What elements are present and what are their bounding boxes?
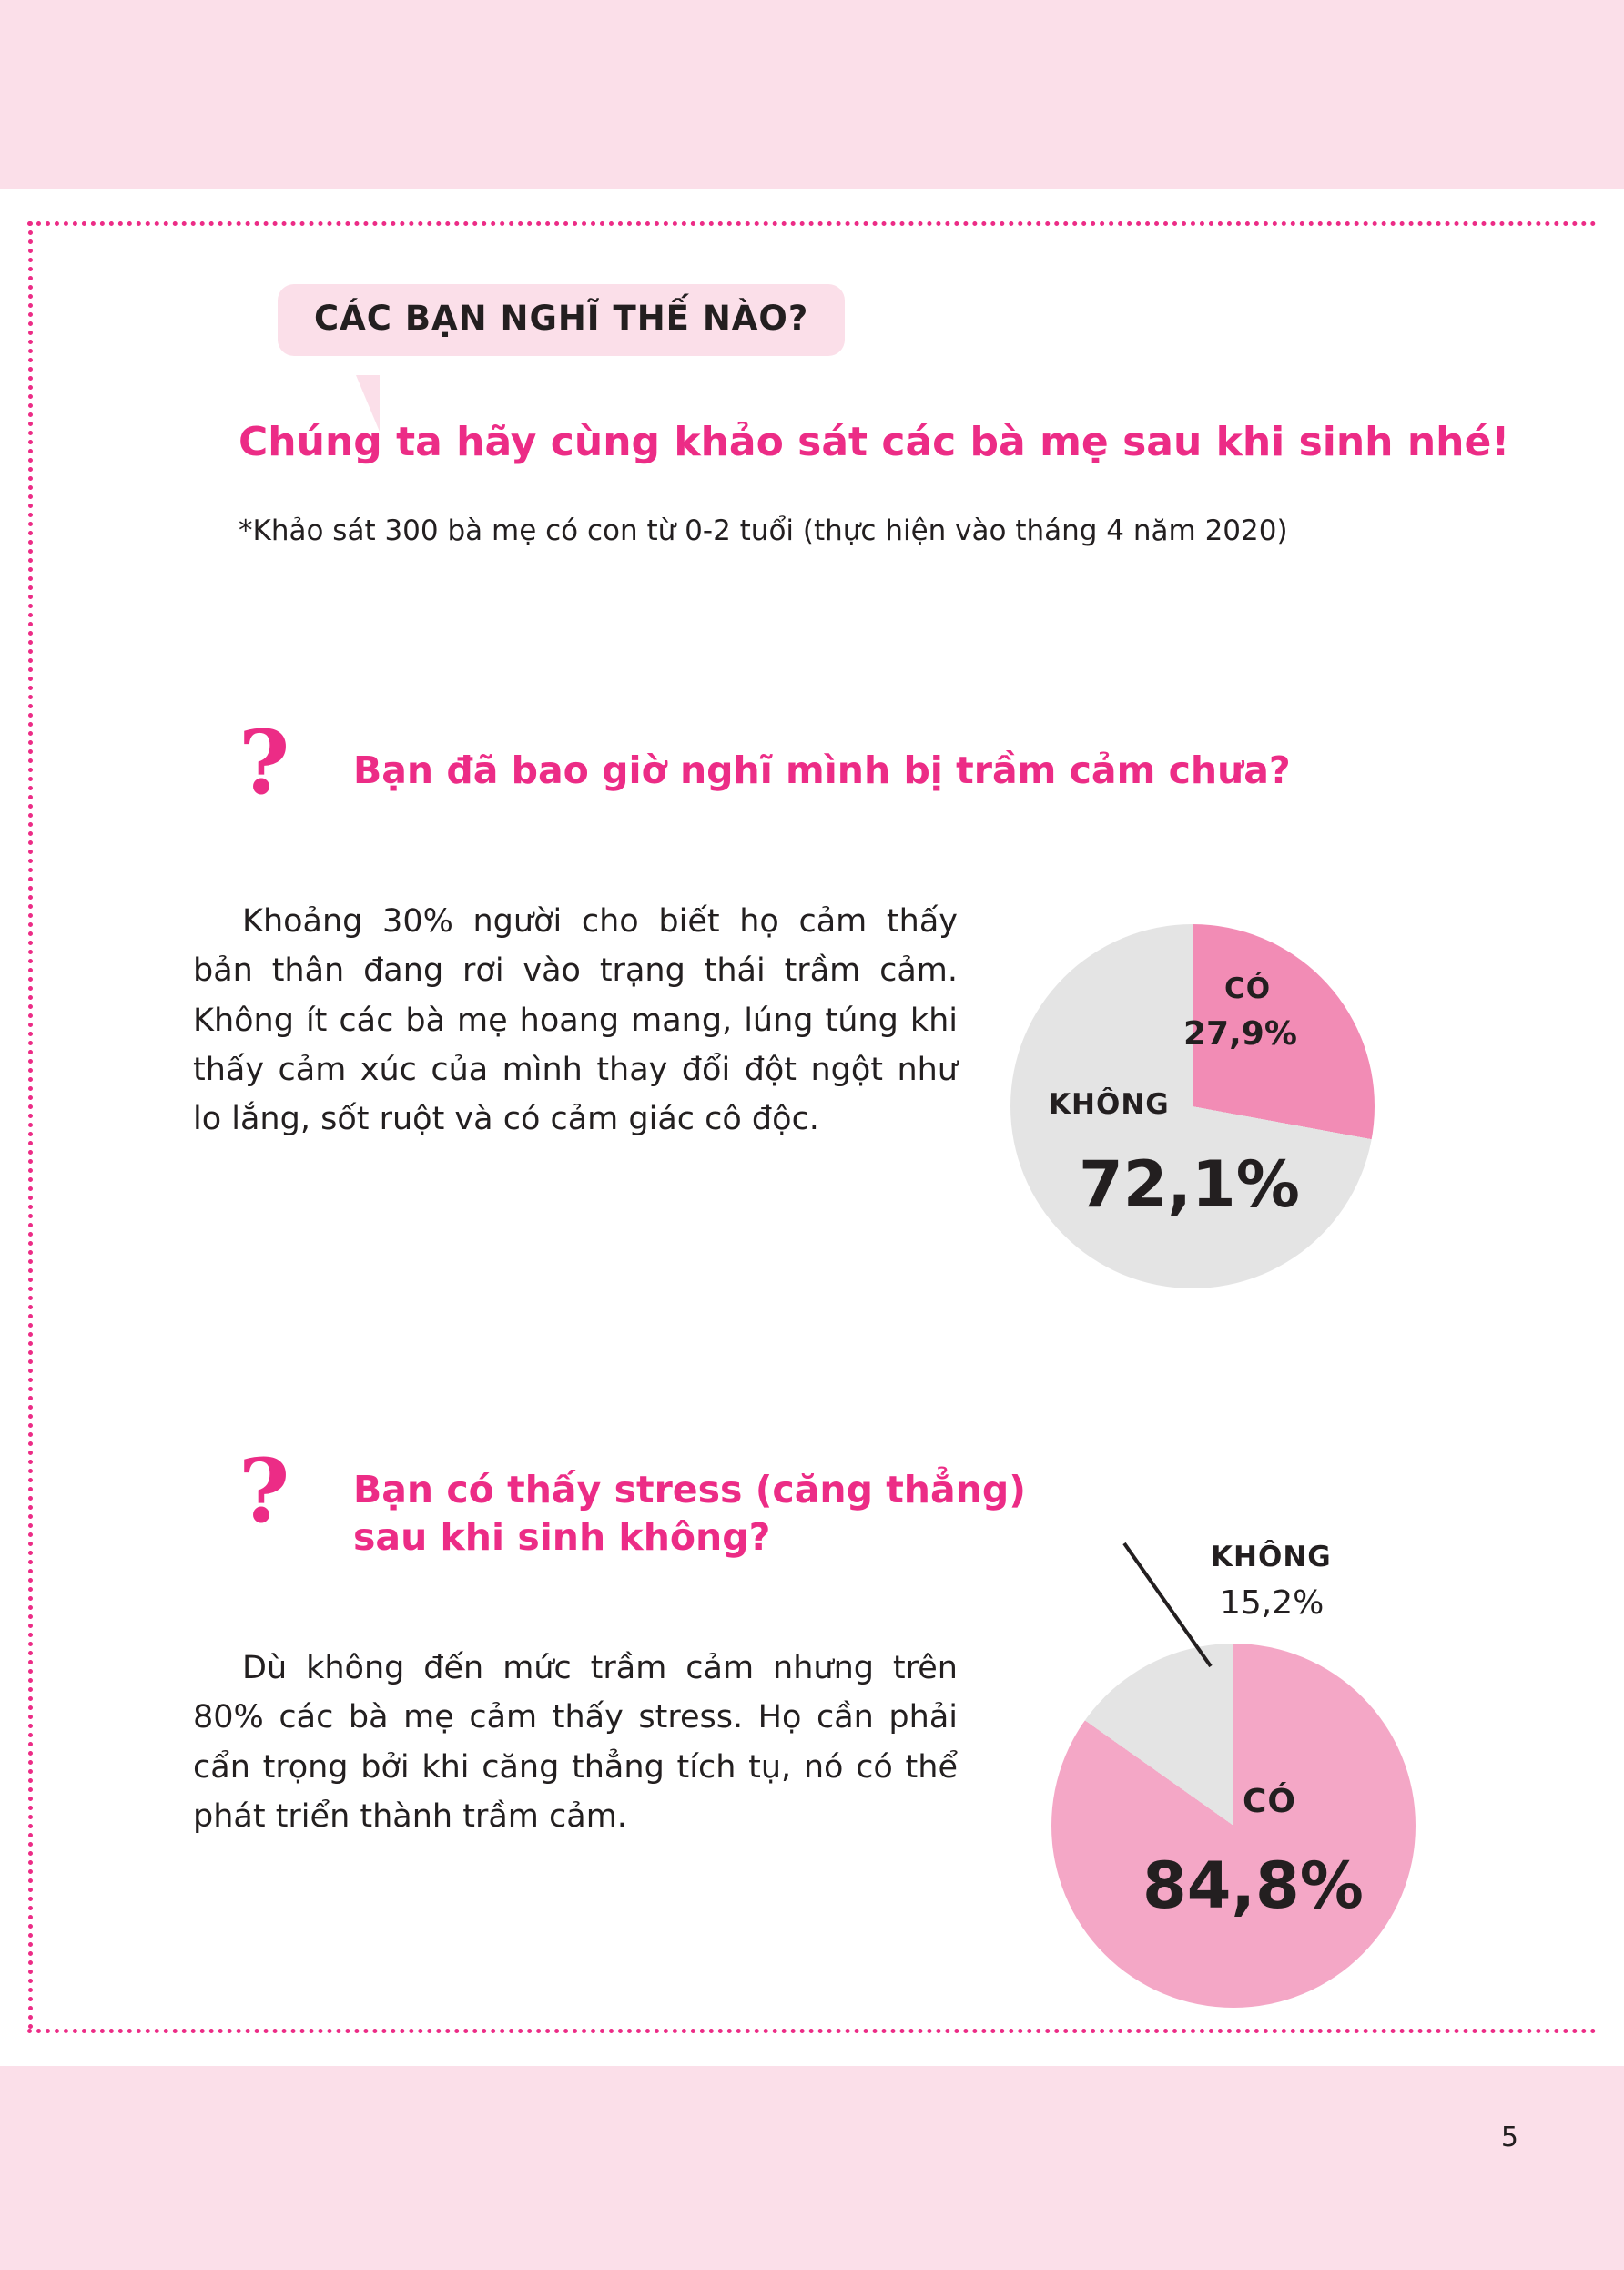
- page-number: 5: [1500, 2122, 1518, 2153]
- question-body-1: Khoảng 30% người cho biết họ cảm thấy bản thân đang rơi vào trạng thái trầm cảm. Không ít các bà mẹ hoang mang, lúng túng khi thấy cảm xúc của mình thay đổi đột ngột như lo lắng, sốt ruột và có cảm giác cô độc.: [193, 903, 958, 1137]
- survey-footnote: *Khảo sát 300 bà mẹ có con từ 0-2 tuổi (thực hiện vào tháng 4 năm 2020): [239, 514, 1288, 547]
- speech-bubble-body: [278, 284, 845, 356]
- speech-bubble: [278, 284, 845, 356]
- pie-2-yes-value: 84,8%: [1142, 1848, 1364, 1923]
- question-title-1: Bạn đã bao giờ nghĩ mình bị trầm cảm chưa?: [353, 748, 1291, 792]
- page-title: Chúng ta hãy cùng khảo sát các bà mẹ sau khi sinh nhé!: [239, 419, 1510, 465]
- pie-2-yes-label: CÓ: [1243, 1783, 1297, 1820]
- top-dotted-divider: [27, 221, 1597, 226]
- pie-1-yes-value: 27,9%: [1183, 1015, 1297, 1053]
- left-dotted-border: [28, 221, 33, 2031]
- speech-bubble-label: CÁC BẠN NGHĨ THẾ NÀO?: [314, 299, 809, 338]
- question-mark-icon-2: ?: [239, 1440, 290, 1542]
- question-body-2: Dù không đến mức trầm cảm nhưng trên 80% các bà mẹ cảm thấy stress. Họ cần phải cẩn trọng bởi khi căng thẳng tích tụ, nó có thể phát triển thành trầm cảm.: [193, 1650, 958, 1835]
- top-decorative-band: [0, 0, 1624, 189]
- question-title-2: Bạn có thấy stress (căng thẳng) sau khi sinh không?: [353, 1468, 1026, 1560]
- bottom-dotted-divider: [27, 2029, 1597, 2033]
- pie-1-yes-label: CÓ: [1224, 972, 1272, 1005]
- pie-chart-2: [1051, 1644, 1416, 2008]
- question-mark-icon-1: ?: [239, 711, 290, 814]
- pie-2-no-value: 15,2%: [1220, 1584, 1325, 1622]
- pie-1-no-value: 72,1%: [1079, 1147, 1300, 1222]
- pie-1-no-label: KHÔNG: [1049, 1088, 1170, 1121]
- pie-2-no-label: KHÔNG: [1211, 1541, 1332, 1573]
- bottom-decorative-band: [0, 2066, 1624, 2270]
